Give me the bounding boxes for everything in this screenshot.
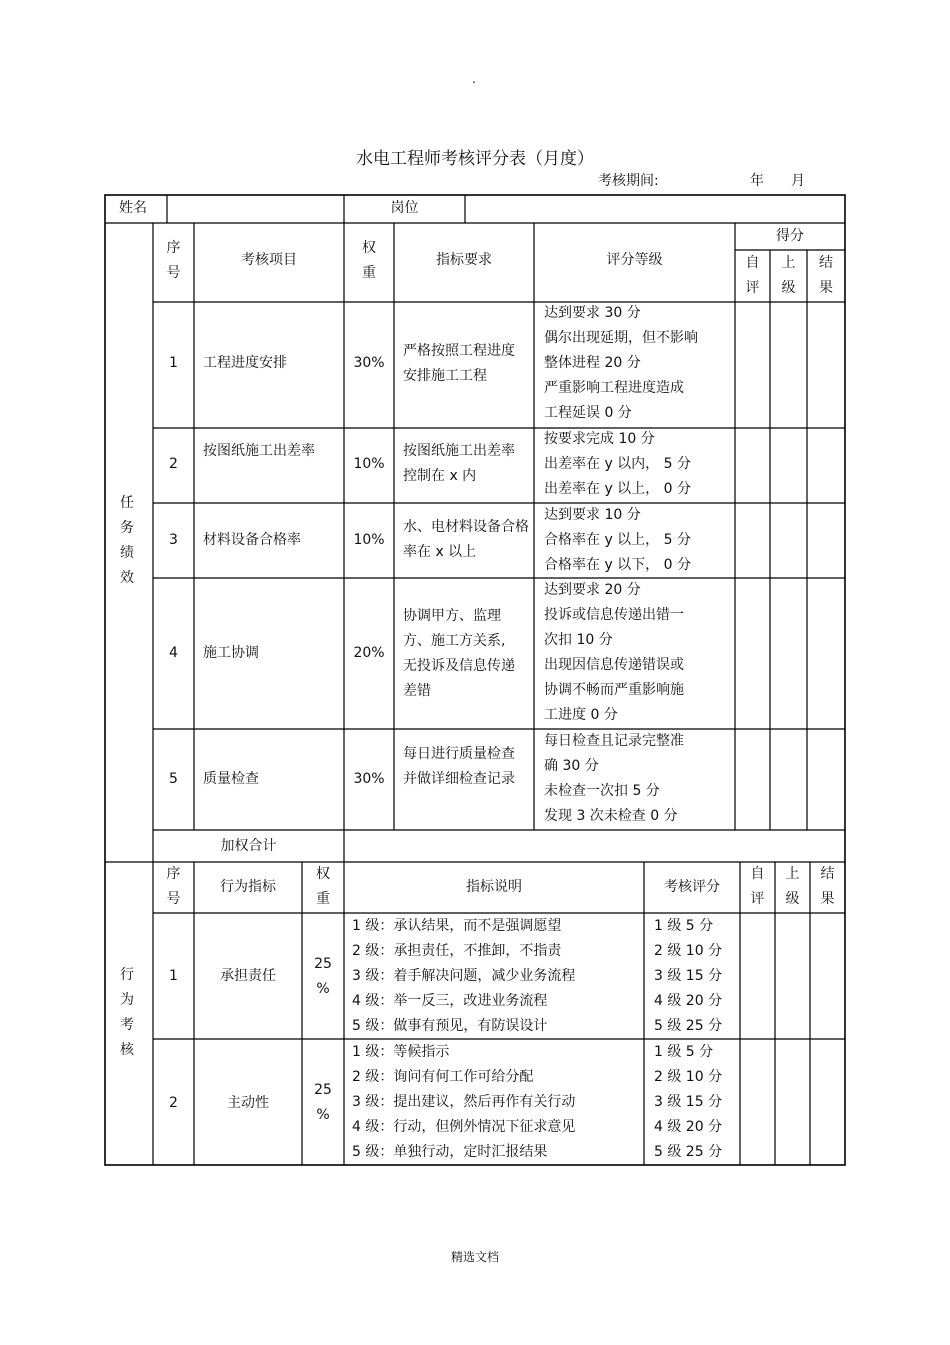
task-row-grade: 达到要求 20 分 投诉或信息传递出错一 次扣 10 分 出现因信息传递错误或 协调不畅而严重影响施 工进度 0 分 xyxy=(544,582,684,723)
behavior-row-indicator: 主动性 xyxy=(227,1095,269,1111)
task-row-item: 施工协调 xyxy=(203,645,259,661)
task-col-req: 指标要求 xyxy=(436,252,492,268)
behavior-section-label: 行为考核 xyxy=(120,967,134,1058)
behavior-col-self: 自评 xyxy=(750,866,765,907)
task-row-item: 质量检查 xyxy=(203,771,259,787)
task-row-grade: 达到要求 30 分 偶尔出现延期，但不影响 整体进程 20 分 严重影响工程进度造成 工程延误 0 分 xyxy=(544,305,698,421)
page-footer: 精选文档 xyxy=(450,1250,499,1264)
behavior-col-eval: 考核评分 xyxy=(664,879,720,895)
task-col-sup: 上级 xyxy=(781,255,796,296)
task-row-seq: 2 xyxy=(169,456,178,472)
behavior-col-result: 结果 xyxy=(820,866,835,907)
task-col-item: 考核项目 xyxy=(241,252,297,268)
behavior-col-desc: 指标说明 xyxy=(466,879,522,895)
behavior-row-desc: 1 级：承认结果，而不是强调愿望 2 级：承担责任，不推卸，不指责 3 级：着手解决问题，减少业务流程 4 级：举一反三，改进业务流程 5 级：做事有预见，有防误设计 xyxy=(352,918,576,1034)
page-dot: . xyxy=(472,72,476,86)
task-row-req: 每日进行质量检查并做详细检查记录 xyxy=(403,746,515,787)
task-col-grade: 评分等级 xyxy=(606,252,663,268)
task-row-weight: 10% xyxy=(353,456,385,472)
task-row-weight: 20% xyxy=(353,645,385,661)
period-year: 年 xyxy=(750,173,764,189)
period-label: 考核期间: xyxy=(598,173,659,189)
task-row-req: 按图纸施工出差率控制在 x 内 xyxy=(403,443,515,484)
behavior-col-seq: 序号 xyxy=(166,866,181,907)
name-label: 姓名 xyxy=(119,200,147,216)
behavior-col-weight: 权重 xyxy=(316,866,330,907)
task-row-seq: 3 xyxy=(169,532,178,548)
task-col-result: 结果 xyxy=(819,255,833,296)
post-label: 岗位 xyxy=(390,200,419,216)
behavior-row-seq: 2 xyxy=(169,1095,178,1111)
task-row-grade: 达到要求 10 分 合格率在 y 以上， 5 分 合格率在 y 以下， 0 分 xyxy=(544,507,691,573)
task-row-weight: 30% xyxy=(353,771,385,787)
task-row-weight: 30% xyxy=(353,355,385,371)
weighted-total-label: 加权合计 xyxy=(220,838,277,854)
task-row-grade: 按要求完成 10 分 出差率在 y 以内， 5 分 出差率在 y 以上， 0 分 xyxy=(544,431,691,497)
task-row-item: 按图纸施工出差率 xyxy=(203,443,315,459)
task-row-req: 协调甲方、监理方、施工方关系,无投诉及信息传递差错 xyxy=(403,608,515,699)
task-row-req: 水、电材料设备合格率在 x 以上 xyxy=(403,519,529,560)
page-title: 水电工程师考核评分表（月度） xyxy=(356,149,594,169)
task-row-seq: 4 xyxy=(169,645,178,661)
behavior-row-indicator: 承担责任 xyxy=(220,968,276,984)
behavior-row-weight: 25 % xyxy=(314,956,332,997)
task-col-seq: 序号 xyxy=(166,240,181,281)
name-field[interactable] xyxy=(168,197,343,222)
task-row-req: 严格按照工程进度安排施工工程 xyxy=(403,343,515,384)
task-row-item: 材料设备合格率 xyxy=(203,532,301,548)
task-row-weight: 10% xyxy=(353,532,385,548)
task-row-item: 工程进度安排 xyxy=(203,355,287,371)
task-col-score: 得分 xyxy=(776,228,804,244)
behavior-row-weight: 25 % xyxy=(314,1082,332,1123)
task-row-grade: 每日检查且记录完整准 确 30 分 未检查一次扣 5 分 发现 3 次未检查 0 分 xyxy=(544,733,684,824)
task-row-seq: 1 xyxy=(169,355,178,371)
period-month: 月 xyxy=(791,173,805,189)
task-col-weight: 权重 xyxy=(362,240,376,281)
task-col-self: 自评 xyxy=(745,255,760,296)
behavior-row-desc: 1 级：等候指示 2 级：询问有何工作可给分配 3 级：提出建议，然后再作有关行动 4 级：行动，但例外情况下征求意见 5 级：单独行动，定时汇报结果 xyxy=(352,1044,576,1160)
behavior-row-eval: 1 级 5 分 2 级 10 分 3 级 15 分 4 级 20 分 5 级 25 分 xyxy=(654,1044,723,1160)
post-field[interactable] xyxy=(466,197,844,222)
behavior-row-seq: 1 xyxy=(169,968,178,984)
behavior-row-eval: 1 级 5 分 2 级 10 分 3 级 15 分 4 级 20 分 5 级 25 分 xyxy=(654,918,723,1034)
task-row-seq: 5 xyxy=(169,771,178,787)
behavior-col-indicator: 行为指标 xyxy=(220,879,276,895)
task-section-label: 任务绩效 xyxy=(120,495,134,586)
behavior-col-sup: 上级 xyxy=(785,866,800,907)
